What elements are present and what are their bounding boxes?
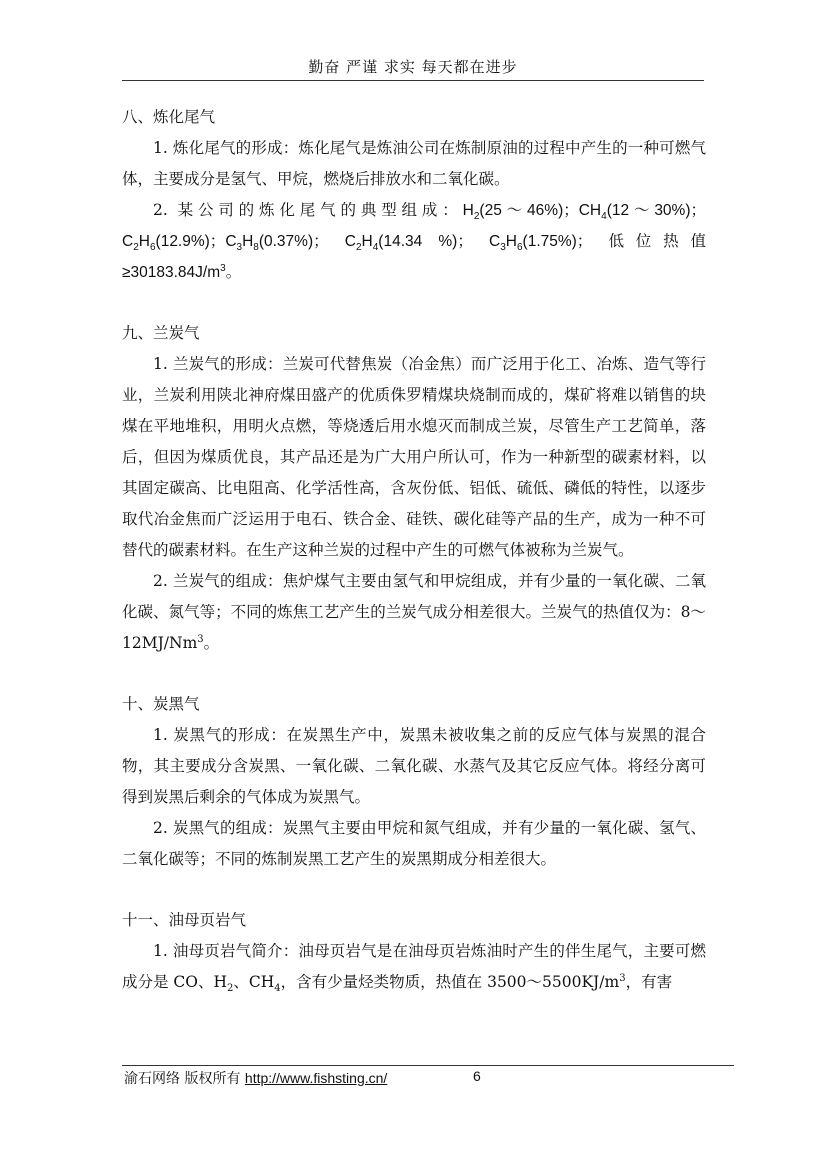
formula-c2h4: $C_2H_4(14.34$ %)； [344, 233, 489, 254]
paragraph: 1. 炭黑气的形成：在炭黑生产中，炭黑未被收集之前的反应气体与炭黑的混合物，其主要成分含炭黑、一氧化碳、二氧化碳、水蒸气及其它反应气体。将经分离可得到炭黑后剩余的气体成为炭黑气。 [122, 726, 706, 806]
paragraph: 1. 兰炭气的形成：兰炭可代替焦炭（冶金焦）而广泛用于化工、冶炼、造气等行业，兰炭利用陕北神府煤田盛产的优质侏罗精煤块烧制而成的，煤矿将难以销售的块煤在平地堆积，用明火点燃，等烧透后用水熄灭而制成兰炭，尽管生产工艺简单，落后，但因为煤质优良，其产品还是为广大用户所认可，作为一种新型的碳素材料，以其固定碳高、比电阻高、化学活性高，含灰份低、铝低、硫低、磷低的特性，以逐步取代冶金焦而广泛运用于电石、铁合金、硅铁、碳化硅等产品的生产，成为一种不可替代的碳素材料。在生产这种兰炭的过程中产生的可燃气体被称为兰炭气。 [122, 355, 706, 559]
formula-c3h6: $C_3H_6(1.75\%)$； 低位热值$\ge 30183.84J/m^3$。 [122, 233, 706, 281]
section-heading: 十、炭黑气 [122, 695, 200, 713]
section-11 [122, 905, 706, 998]
text: 2. 某公司的炼化尾气的典型组成： [153, 201, 463, 219]
header-divider [122, 80, 704, 81]
paragraph: 2. 炭黑气的组成：炭黑气主要由甲烷和氮气组成，并有少量的一氧化碳、氢气、二氧化碳等；不同的炼制炭黑工艺产生的炭黑期成分相差很大。 [122, 819, 706, 868]
formula-ch4: $CH_4(12\sim 30\%)$； [578, 202, 706, 223]
copyright-text: 渝石网络 版权所有 [124, 1071, 245, 1087]
document-body [122, 102, 706, 1028]
composition-paragraph [122, 195, 706, 288]
section-heading: 十一、油母页岩气 [122, 911, 247, 929]
paragraph: 1. 炼化尾气的形成：炼化尾气是炼油公司在炼制原油的过程中产生的一种可燃气体，主要成分是氢气、甲烷，燃烧后排放水和二氧化碳。 [122, 139, 706, 188]
formula-h2: $H_2(25\sim 46\%)$； [462, 202, 579, 223]
formula-c3h8: $C_3H_8(0.37\%)$； [225, 233, 345, 254]
website-link[interactable]: http://www.fishsting.cn/ [244, 1070, 388, 1086]
section-heading: 八、炼化尾气 [122, 108, 216, 126]
paragraph: 2. 兰炭气的组成：焦炉煤气主要由氢气和甲烷组成，并有少量的一氧化碳、二氧化碳、氮气等；不同的炼焦工艺产生的兰炭气成分相差很大。兰炭气的热值仅为：8～12MJ/Nm$^3$。 [122, 572, 706, 652]
section-8 [122, 102, 706, 288]
section-9 [122, 318, 706, 659]
formula-c2h6: $C_2H_6(12.9\%)$； [122, 233, 226, 254]
page-footer [124, 1068, 387, 1088]
section-heading: 九、兰炭气 [122, 324, 200, 342]
section-10 [122, 689, 706, 875]
page-header: 勤奋 严谨 求实 每天都在进步 [308, 58, 518, 76]
footer-divider [122, 1065, 734, 1066]
page-number: 6 [473, 1068, 481, 1084]
paragraph: 1. 油母页岩气简介：油母页岩气是在油母页岩炼油时产生的伴生尾气，主要可燃成分是 CO、$H_2$、$CH_4$，含有少量烃类物质，热值在 $3500\sim 5500KJ/m^3$，有害 [122, 942, 706, 995]
